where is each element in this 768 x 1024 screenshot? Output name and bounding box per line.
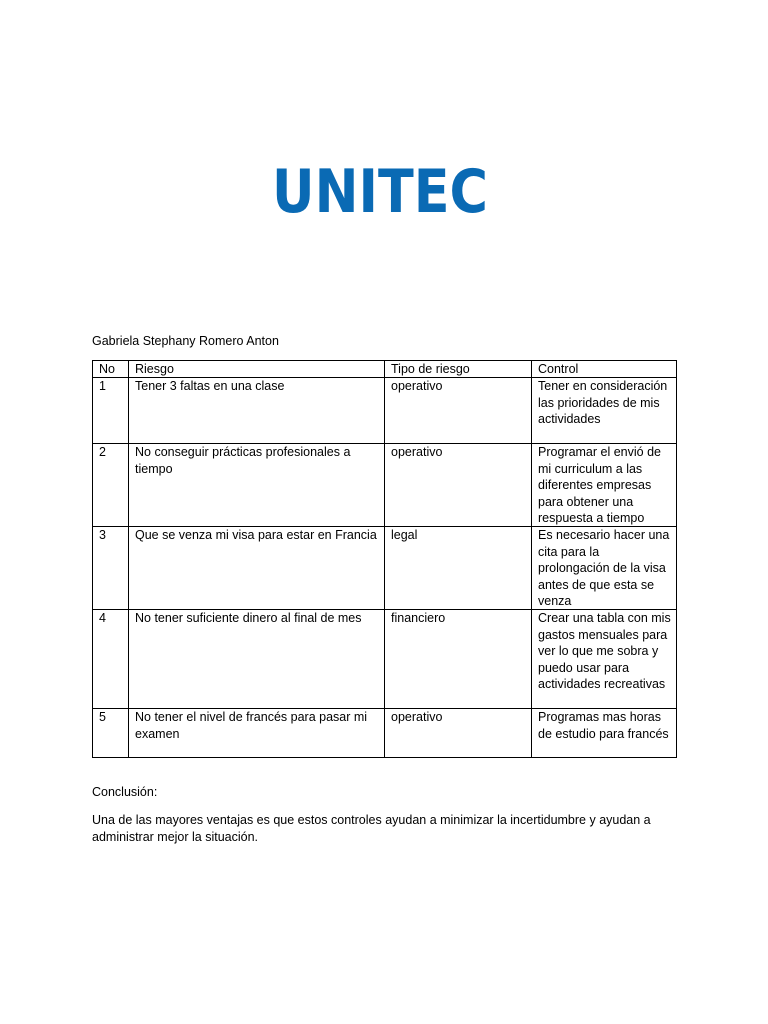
- cell-no: 5: [93, 709, 129, 758]
- cell-riesgo: Que se venza mi visa para estar en Francia: [129, 527, 385, 610]
- cell-tipo: operativo: [385, 444, 532, 527]
- cell-no: 2: [93, 444, 129, 527]
- cell-riesgo: No conseguir prácticas profesionales a tiempo: [129, 444, 385, 527]
- cell-tipo: legal: [385, 527, 532, 610]
- cell-no: 1: [93, 378, 129, 444]
- table-row: [93, 444, 677, 527]
- cell-riesgo: Tener 3 faltas en una clase: [129, 378, 385, 444]
- cell-control: Tener en consideración las prioridades de mis actividades: [532, 378, 677, 444]
- cell-control: Programas mas horas de estudio para francés: [532, 709, 677, 758]
- logo-text: UNITEC: [272, 157, 488, 227]
- unitec-logo: [269, 157, 491, 227]
- cell-control: Programar el envió de mi curriculum a las diferentes empresas para obtener una respuesta a tiempo: [532, 444, 677, 527]
- risk-table: [92, 360, 677, 758]
- cell-riesgo: No tener suficiente dinero al final de mes: [129, 610, 385, 709]
- table-row: [93, 709, 677, 758]
- cell-no: 4: [93, 610, 129, 709]
- cell-no: 3: [93, 527, 129, 610]
- table-row: [93, 610, 677, 709]
- cell-riesgo: No tener el nivel de francés para pasar mi examen: [129, 709, 385, 758]
- conclusion-heading: Conclusión:: [92, 785, 158, 799]
- conclusion-text: Una de las mayores ventajas es que estos controles ayudan a minimizar la incertidumbre y ayudan a administrar mejor la situación.: [92, 813, 651, 844]
- table-header-row: [93, 361, 677, 378]
- header-control: Control: [532, 361, 677, 378]
- cell-control: Es necesario hacer una cita para la prolongación de la visa antes de que esta se venza: [532, 527, 677, 610]
- header-tipo: Tipo de riesgo: [385, 361, 532, 378]
- table-row: [93, 527, 677, 610]
- cell-tipo: operativo: [385, 378, 532, 444]
- cell-control: Crear una tabla con mis gastos mensuales para ver lo que me sobra y puedo usar para actividades recreativas: [532, 610, 677, 709]
- table-row: [93, 378, 677, 444]
- author-name: Gabriela Stephany Romero Anton: [92, 334, 279, 348]
- cell-tipo: operativo: [385, 709, 532, 758]
- header-no: No: [93, 361, 129, 378]
- cell-tipo: financiero: [385, 610, 532, 709]
- header-riesgo: Riesgo: [129, 361, 385, 378]
